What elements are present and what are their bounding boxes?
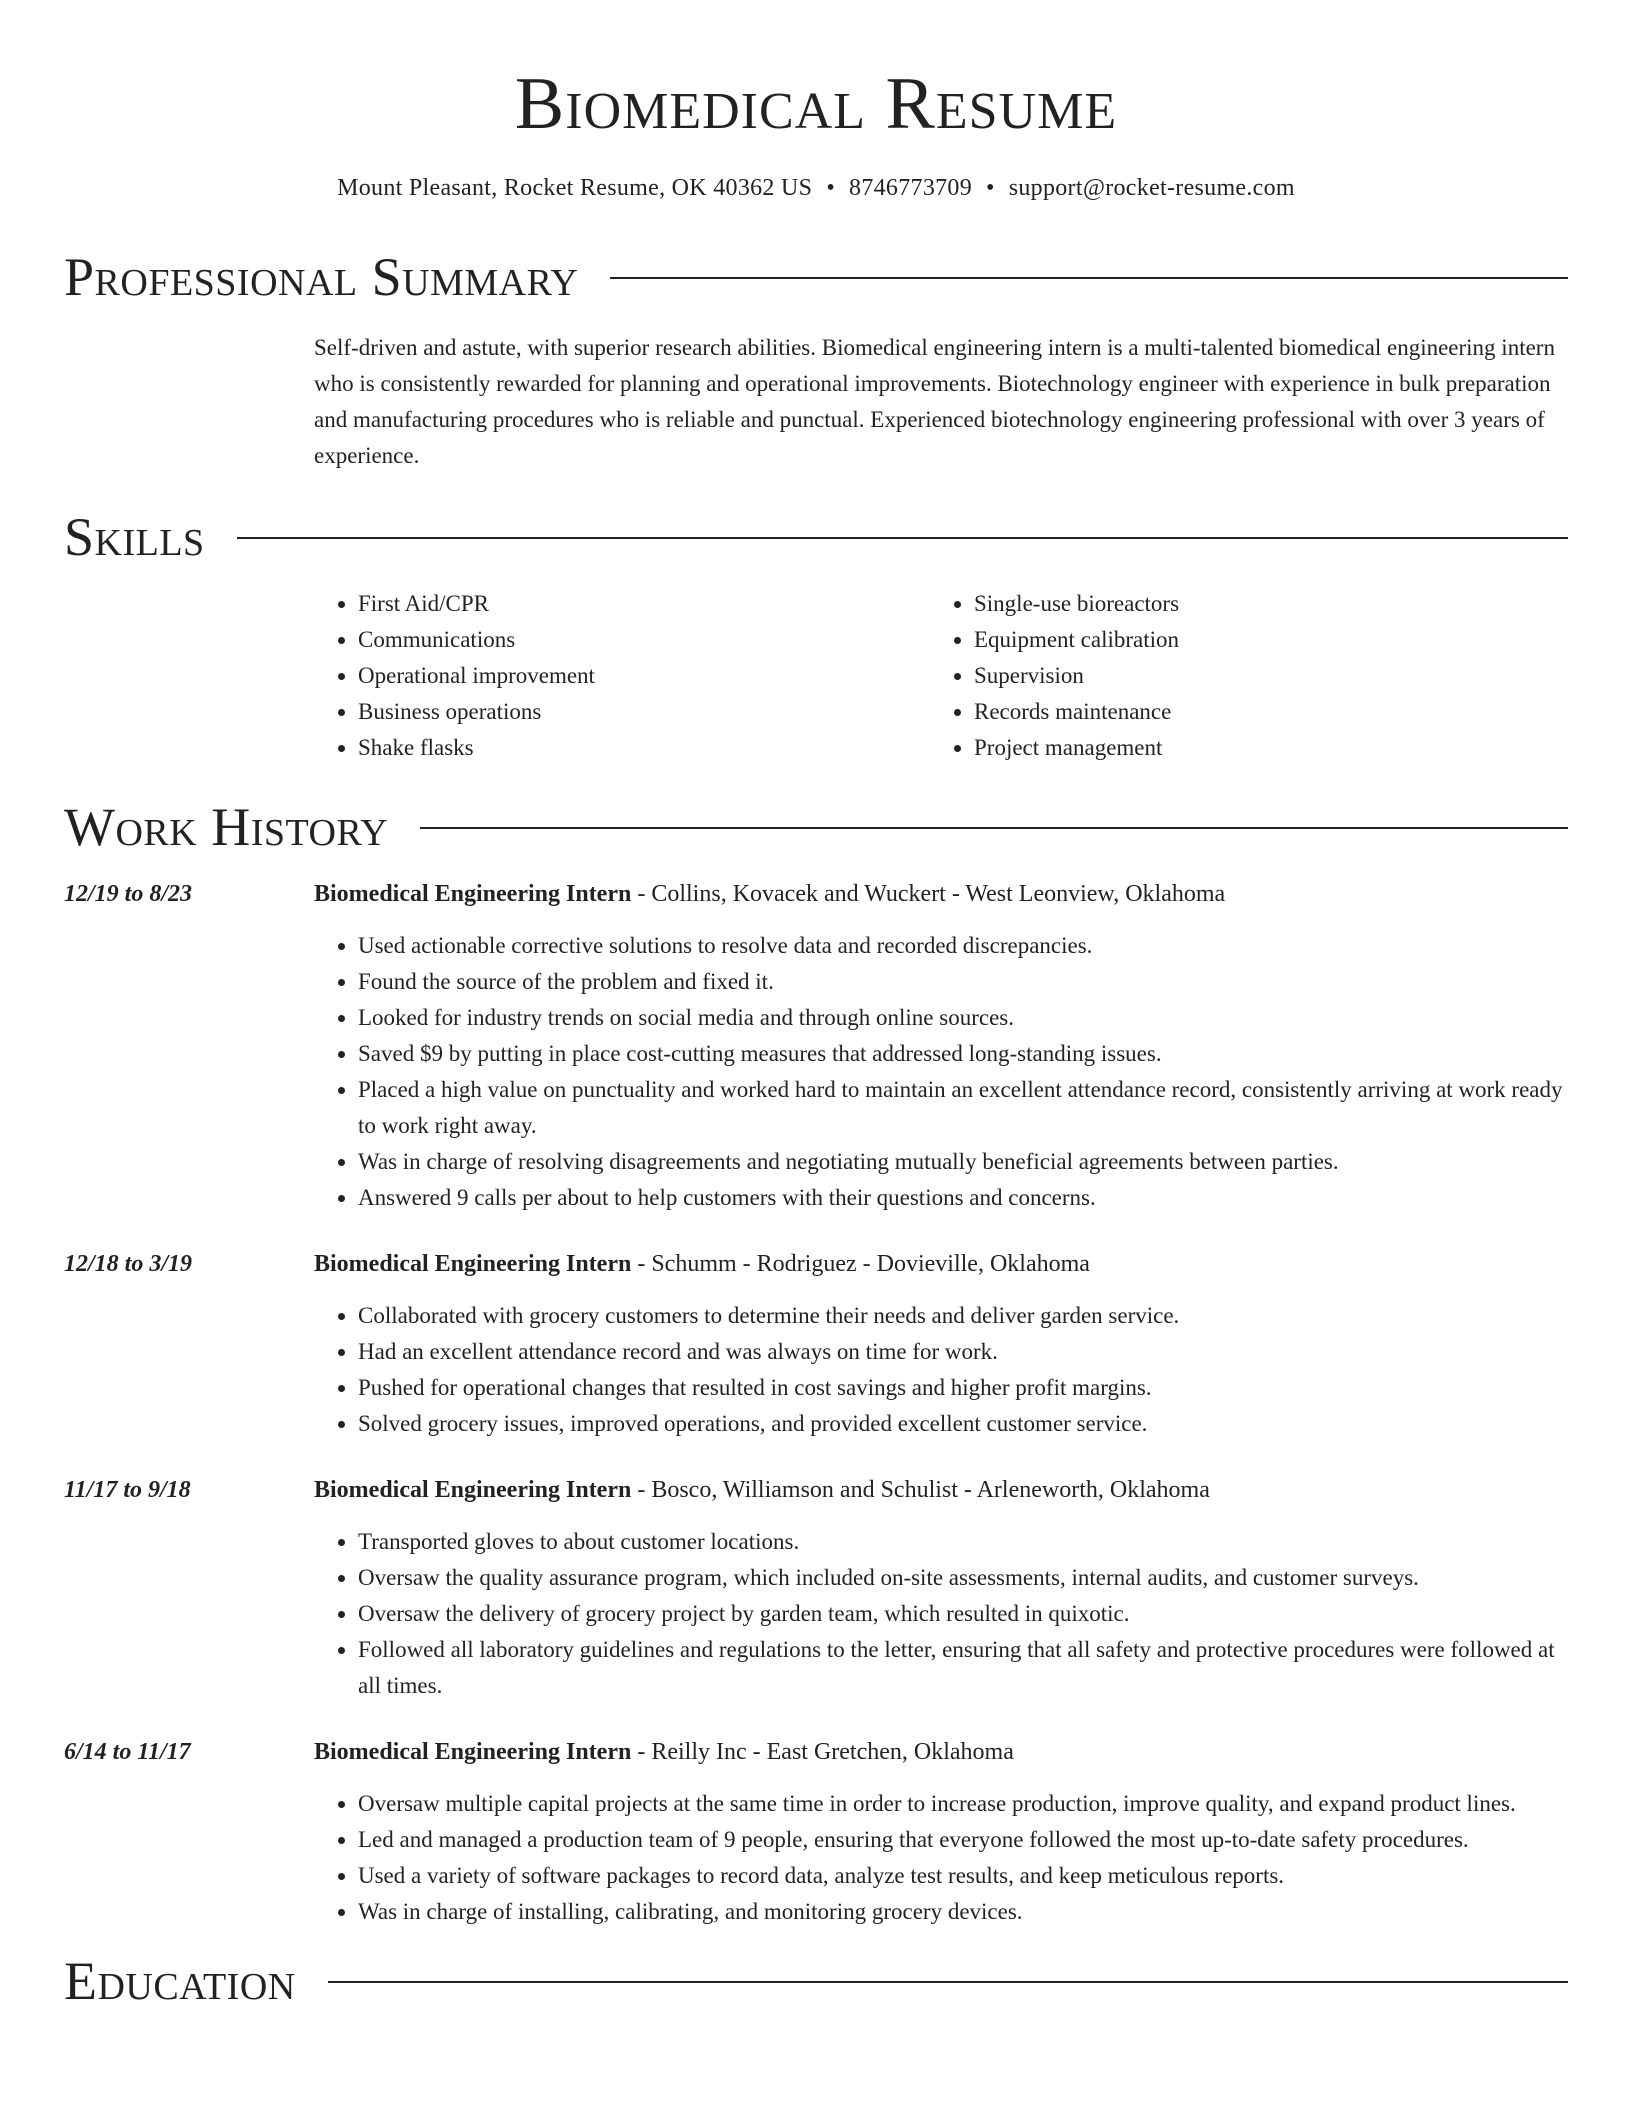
section-title: Work History <box>64 797 389 858</box>
skills-column-right <box>930 586 1546 766</box>
skill-item: • First Aid/CPR <box>358 586 930 622</box>
job-bullet: • Solved grocery issues, improved operations, and provided excellent customer service. <box>358 1406 1568 1442</box>
job-bullets <box>314 1786 1568 1930</box>
phone-text: 8746773709 <box>849 175 973 202</box>
section-divider <box>610 277 1568 279</box>
contact-line <box>64 175 1568 202</box>
skill-item: • Shake flasks <box>358 730 930 766</box>
job-bullet: • Pushed for operational changes that resulted in cost savings and higher profit margins. <box>358 1370 1568 1406</box>
job-dates: 12/18 to 3/19 <box>64 1251 193 1278</box>
job-bullets <box>314 1298 1568 1442</box>
skill-item: • Project management <box>974 730 1546 766</box>
job-bullet: • Oversaw the quality assurance program, which included on-site assessments, internal audits, and customer surveys. <box>358 1560 1568 1596</box>
job-employer: - Schumm - Rodriguez - Dovieville, Oklahoma <box>631 1251 1090 1278</box>
resume-name: Biomedical Resume <box>514 63 1118 145</box>
summary-section-header <box>64 247 1568 308</box>
job-title: Biomedical Engineering Intern <box>314 1251 632 1278</box>
job-bullet: • Led and managed a production team of 9 people, ensuring that everyone followed the most up-to-date safety procedures. <box>358 1822 1568 1858</box>
job-bullet: • Oversaw the delivery of grocery project by garden team, which resulted in quixotic. <box>358 1596 1568 1632</box>
skill-item: • Communications <box>358 622 930 658</box>
skill-item: • Business operations <box>358 694 930 730</box>
skill-item: • Records maintenance <box>974 694 1546 730</box>
skills-section-header <box>64 507 1568 568</box>
job-title: Biomedical Engineering Intern <box>314 881 632 908</box>
job-heading <box>314 1734 1568 1770</box>
job-bullet: • Used actionable corrective solutions to resolve data and recorded discrepancies. <box>358 928 1568 964</box>
address-text: Mount Pleasant, Rocket Resume, OK 40362 US <box>337 175 813 202</box>
job-details <box>314 1246 1568 1442</box>
job-title: Biomedical Engineering Intern <box>314 1739 632 1766</box>
job-bullet: • Was in charge of resolving disagreements and negotiating mutually beneficial agreements between parties. <box>358 1144 1568 1180</box>
job-title: Biomedical Engineering Intern <box>314 1477 632 1504</box>
job-employer: - Reilly Inc - East Gretchen, Oklahoma <box>631 1739 1014 1766</box>
job-bullet: • Looked for industry trends on social media and through online sources. <box>358 1000 1568 1036</box>
job-employer: - Collins, Kovacek and Wuckert - West Leonview, Oklahoma <box>631 881 1226 908</box>
job-bullet: • Oversaw multiple capital projects at the same time in order to increase production, improve quality, and expand product lines. <box>358 1786 1568 1822</box>
skills-column-left <box>314 586 930 766</box>
contact-separator: • <box>826 175 836 202</box>
job-details <box>314 1734 1568 1930</box>
job-bullet: • Used a variety of software packages to record data, analyze test results, and keep meticulous reports. <box>358 1858 1568 1894</box>
job-entry <box>64 876 1568 1216</box>
job-bullet: • Found the source of the problem and fixed it. <box>358 964 1568 1000</box>
job-bullets <box>314 928 1568 1216</box>
contact-separator: • <box>986 175 995 202</box>
job-entry <box>64 1734 1568 1930</box>
job-dates: 6/14 to 11/17 <box>64 1739 191 1766</box>
job-bullet: • Collaborated with grocery customers to determine their needs and deliver garden service. <box>358 1298 1568 1334</box>
skill-item: • Operational improvement <box>358 658 930 694</box>
section-divider <box>420 827 1568 829</box>
job-bullet: • Followed all laboratory guidelines and regulations to the letter, ensuring that all safety and protective procedures were followed at all times. <box>358 1632 1568 1704</box>
job-entry <box>64 1472 1568 1704</box>
section-divider <box>328 1981 1568 1983</box>
skill-item: • Supervision <box>974 658 1546 694</box>
section-title: Education <box>64 1951 296 2012</box>
job-heading <box>314 1246 1568 1282</box>
job-details <box>314 1472 1568 1704</box>
job-bullet: • Was in charge of installing, calibrating, and monitoring grocery devices. <box>358 1894 1568 1930</box>
summary-text: Self-driven and astute, with superior research abilities. Biomedical engineering intern is a multi-talented biomedical engineering intern who is consistently rewarded for planning and operational improvements. Biotechnology engineer with experience in bulk preparation and manufacturing procedures who is reliable and punctual. Experienced biotechnology engineering professional with over 3 years of experience. <box>314 335 1555 469</box>
work-history-list <box>64 876 1568 1930</box>
job-bullet: • Saved $9 by putting in place cost-cutting measures that addressed long-standing issues. <box>358 1036 1568 1072</box>
work-section-header <box>64 797 1568 858</box>
job-entry <box>64 1246 1568 1442</box>
section-title: Professional Summary <box>64 247 579 308</box>
email-text: support@rocket-resume.com <box>1008 175 1295 202</box>
job-bullet: • Had an excellent attendance record and was always on time for work. <box>358 1334 1568 1370</box>
job-bullet: • Answered 9 calls per about to help customers with their questions and concerns. <box>358 1180 1568 1216</box>
job-heading <box>314 876 1568 912</box>
job-dates: 11/17 to 9/18 <box>64 1477 191 1504</box>
section-title: Skills <box>64 507 205 568</box>
job-heading <box>314 1472 1568 1508</box>
skill-item: • Single-use bioreactors <box>974 586 1546 622</box>
section-divider <box>237 537 1568 539</box>
education-section-header <box>64 1951 1568 2012</box>
job-bullet: • Placed a high value on punctuality and worked hard to maintain an excellent attendance record, consistently arriving at work ready to work right away. <box>358 1072 1568 1144</box>
job-dates: 12/19 to 8/23 <box>64 881 193 908</box>
skills-list <box>314 586 1568 766</box>
job-bullet: • Transported gloves to about customer locations. <box>358 1524 1568 1560</box>
job-bullets <box>314 1524 1568 1704</box>
skill-item: • Equipment calibration <box>974 622 1546 658</box>
job-details <box>314 876 1568 1216</box>
job-employer: - Bosco, Williamson and Schulist - Arleneworth, Oklahoma <box>631 1477 1210 1504</box>
